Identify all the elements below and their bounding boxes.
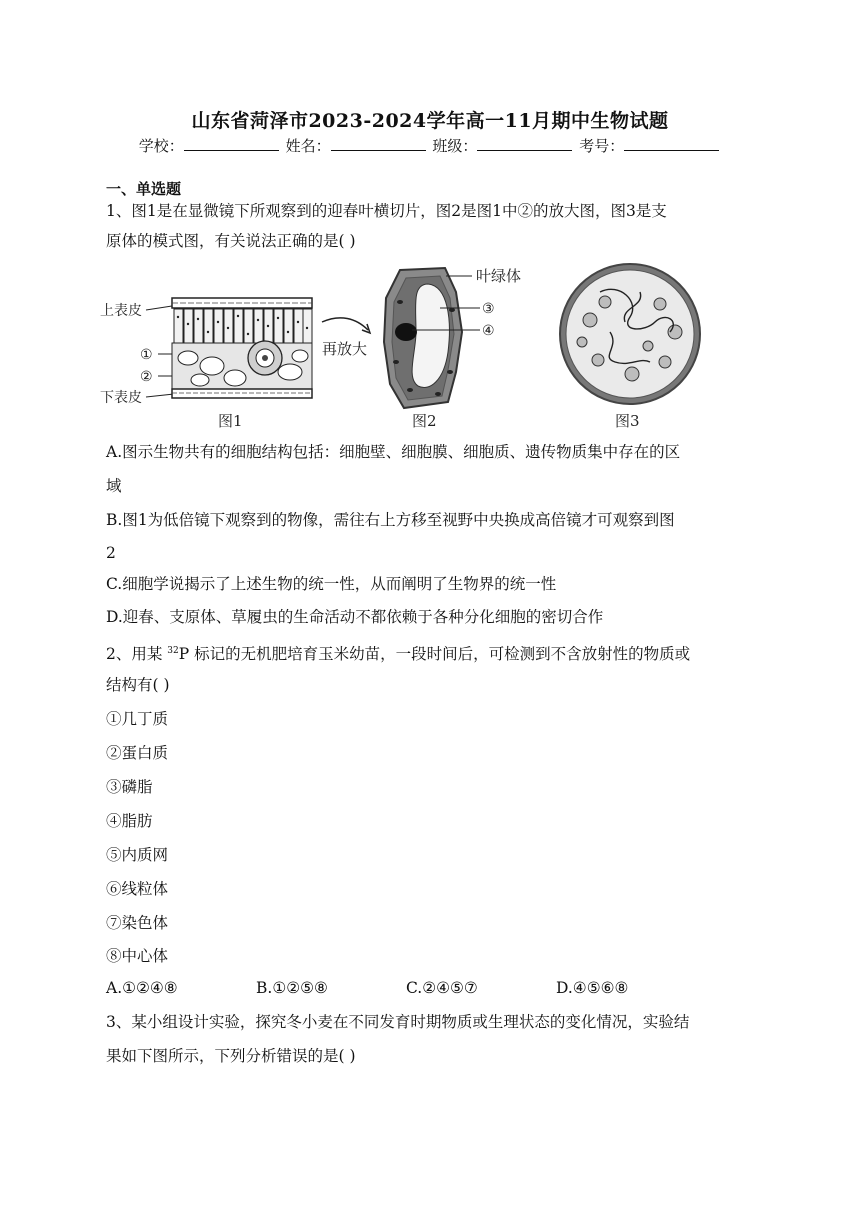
q1-option-b-line2[interactable]: 2 (106, 544, 116, 562)
number-blank[interactable] (624, 138, 719, 151)
q2-item: ⑤内质网 (106, 846, 169, 864)
q2-stem-pre: 2、用某 (106, 645, 168, 664)
name-blank[interactable] (331, 138, 426, 151)
q2-item: ②蛋白质 (106, 744, 169, 762)
q2-item: ③磷脂 (106, 778, 153, 796)
class-blank[interactable] (477, 138, 572, 151)
caption-fig1: 图1 (218, 412, 243, 430)
q1-option-a-line2[interactable]: 域 (106, 477, 122, 495)
q2-choice-c[interactable]: C.②④⑤⑦ (406, 979, 478, 997)
q2-item: ⑧中心体 (106, 947, 169, 965)
q2-item: ⑦染色体 (106, 914, 169, 932)
q3-stem-line1: 3、某小组设计实验，探究冬小麦在不同发育时期物质或生理状态的变化情况，实验结 (106, 1013, 690, 1031)
q1-figures (100, 262, 760, 432)
section-heading: 一、单选题 (106, 180, 182, 198)
page-title: 山东省菏泽市2023-2024学年高一11月期中生物试题 (191, 110, 669, 132)
name-label: 姓名： (285, 137, 331, 155)
q2-stem-post: P 标记的无机肥培育玉米幼苗，一段时间后，可检测到不含放射性的物质或 (178, 645, 691, 664)
student-info-row (0, 135, 860, 156)
q1-stem-line2: 原体的模式图，有关说法正确的是( ) (106, 232, 356, 250)
number-label: 考号： (579, 137, 625, 155)
q2-choice-a[interactable]: A.①②④⑧ (106, 979, 178, 997)
label-magnify: 再放大 (322, 340, 368, 358)
school-label: 学校： (138, 137, 184, 155)
q1-option-b-line1[interactable]: B.图1为低倍镜下观察到的物像，需往右上方移至视野中央换成高倍镜才可观察到图 (106, 511, 675, 529)
figure1-leaf-section (100, 298, 370, 430)
q3-stem-line2: 果如下图所示，下列分析错误的是( ) (106, 1047, 356, 1065)
label-mark3: ③ (482, 301, 495, 317)
q2-choice-d[interactable]: D.④⑤⑥⑧ (556, 979, 629, 997)
label-lower-epidermis: 下表皮 (100, 390, 142, 406)
figure3-mycoplasma (560, 264, 700, 430)
q2-stem-line1 (106, 641, 690, 664)
label-upper-epidermis: 上表皮 (100, 303, 142, 319)
caption-fig2: 图2 (412, 412, 437, 430)
q1-stem-line1: 1、图1是在显微镜下所观察到的迎春叶横切片，图2是图1中②的放大图，图3是支 (106, 202, 667, 220)
label-mark4: ④ (482, 323, 495, 339)
class-label: 班级： (432, 137, 478, 155)
label-chloroplast: 叶绿体 (476, 267, 522, 285)
label-mark1: ① (140, 347, 153, 363)
q1-option-d[interactable]: D.迎春、支原体、草履虫的生命活动不都依赖于各种分化细胞的密切合作 (106, 608, 604, 626)
figure2-plant-cell (384, 267, 521, 430)
q2-stem-line2: 结构有( ) (106, 676, 170, 694)
q1-option-c[interactable]: C.细胞学说揭示了上述生物的统一性，从而阐明了生物界的统一性 (106, 575, 557, 593)
q1-option-a-line1[interactable]: A.图示生物共有的细胞结构包括：细胞壁、细胞膜、细胞质、遗传物质集中存在的区 (106, 443, 681, 461)
q2-item: ⑥线粒体 (106, 880, 169, 898)
q2-choice-b[interactable]: B.①②⑤⑧ (256, 979, 328, 997)
q2-item: ④脂肪 (106, 812, 153, 830)
q2-stem-superscript: 32 (167, 646, 179, 656)
caption-fig3: 图3 (615, 412, 640, 430)
q2-choices (106, 979, 706, 997)
label-mark2: ② (140, 369, 153, 385)
q2-item: ①几丁质 (106, 710, 169, 728)
school-blank[interactable] (184, 138, 279, 151)
